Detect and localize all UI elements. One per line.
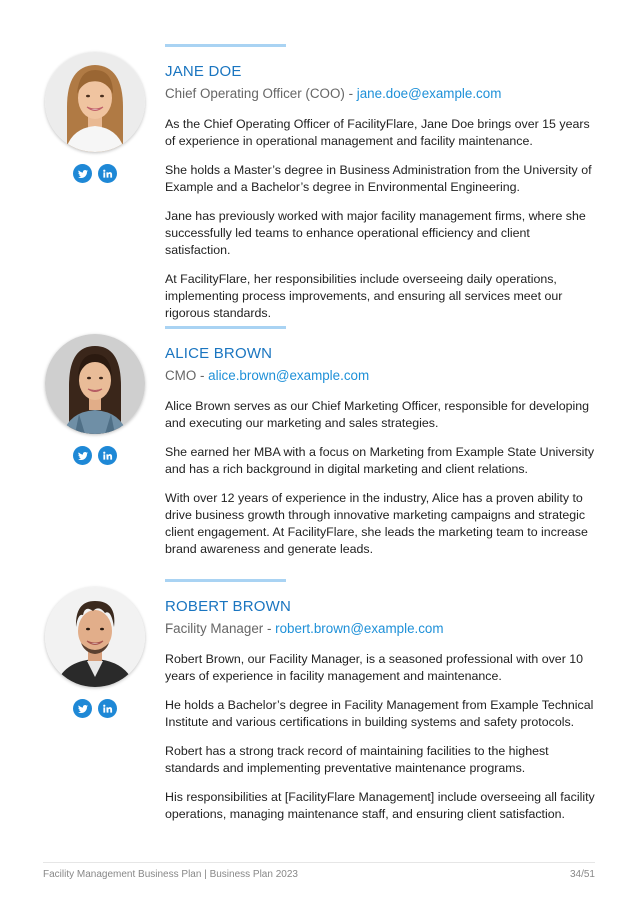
accent-bar bbox=[165, 579, 286, 582]
bio-paragraph: She holds a Master’s degree in Business Administration from the University of Example and a Bachelor’s degree in Environmental Engineering. bbox=[165, 163, 592, 194]
accent-bar bbox=[165, 326, 286, 329]
bio-paragraph: At FacilityFlare, her responsibilities include overseeing daily operations, implementing process improvements, and ensuring all services meet our rigorous standards. bbox=[165, 272, 563, 320]
person-name: ALICE BROWN bbox=[165, 345, 273, 362]
email-link[interactable]: jane.doe@example.com bbox=[356, 86, 502, 101]
social-links bbox=[73, 699, 117, 718]
bio-paragraph: Jane has previously worked with major facility management firms, where she successfully led teams to enhance operational efficiency and client satisfaction. bbox=[165, 209, 586, 257]
avatar-photo bbox=[45, 334, 145, 434]
email-link[interactable]: alice.brown@example.com bbox=[208, 368, 370, 383]
avatar-photo bbox=[45, 587, 145, 687]
accent-bar bbox=[165, 44, 286, 47]
bio-paragraph: He holds a Bachelor’s degree in Facility Management from Example Technical Institute and various certifications in building systems and safety protocols. bbox=[165, 698, 594, 729]
person-name: JANE DOE bbox=[165, 63, 242, 80]
separator: - bbox=[196, 368, 209, 383]
twitter-icon[interactable] bbox=[73, 164, 92, 183]
bio-paragraph: With over 12 years of experience in the industry, Alice has a proven ability to drive business growth through innovative marketing campaigns and strategic client engagement. At FacilityFlare, she leads the marketing team to increase brand awareness and generate leads. bbox=[165, 491, 588, 556]
role-title: Facility Manager bbox=[165, 621, 264, 636]
linkedin-icon[interactable] bbox=[98, 164, 117, 183]
bio-paragraph: Robert Brown, our Facility Manager, is a seasoned professional with over 10 years of experience in facility management and maintenance. bbox=[165, 652, 584, 683]
twitter-icon[interactable] bbox=[73, 699, 92, 718]
avatar-photo bbox=[45, 52, 145, 152]
page-footer bbox=[43, 862, 595, 880]
footer-document-title: Facility Management Business Plan | Business Plan 2023 bbox=[43, 869, 298, 880]
role-line bbox=[165, 85, 595, 102]
linkedin-icon[interactable] bbox=[98, 446, 117, 465]
linkedin-icon[interactable] bbox=[98, 699, 117, 718]
role-line bbox=[165, 367, 595, 384]
page-number: 34/51 bbox=[569, 869, 595, 880]
social-links bbox=[73, 446, 117, 465]
bio-paragraph: His responsibilities at [FacilityFlare Management] include overseeing all facility operations, managing maintenance staff, and ensuring client satisfaction. bbox=[165, 790, 595, 821]
separator: - bbox=[263, 621, 276, 636]
role-title: Chief Operating Officer (COO) bbox=[165, 86, 345, 101]
bio-paragraph: As the Chief Operating Officer of FacilityFlare, Jane Doe brings over 15 years of experience in operational management and facility maintenance. bbox=[165, 117, 590, 148]
bio-paragraph: Alice Brown serves as our Chief Marketing Officer, responsible for developing and executing our marketing and sales strategies. bbox=[165, 399, 590, 430]
role-title: CMO bbox=[165, 368, 197, 383]
email-link[interactable]: robert.brown@example.com bbox=[275, 621, 444, 636]
twitter-icon[interactable] bbox=[73, 446, 92, 465]
bio-paragraph: Robert has a strong track record of maintaining facilities to the highest standards and implementing preventative maintenance programs. bbox=[165, 744, 549, 775]
role-line bbox=[165, 620, 595, 637]
separator: - bbox=[344, 86, 357, 101]
social-links bbox=[73, 164, 117, 183]
profile-content bbox=[165, 579, 595, 823]
profile-content bbox=[165, 44, 595, 322]
bio-paragraph: She earned her MBA with a focus on Marketing from Example State University and has a rich background in digital marketing and client relations. bbox=[165, 445, 595, 476]
person-name: ROBERT BROWN bbox=[165, 598, 292, 615]
profile-content bbox=[165, 326, 595, 558]
